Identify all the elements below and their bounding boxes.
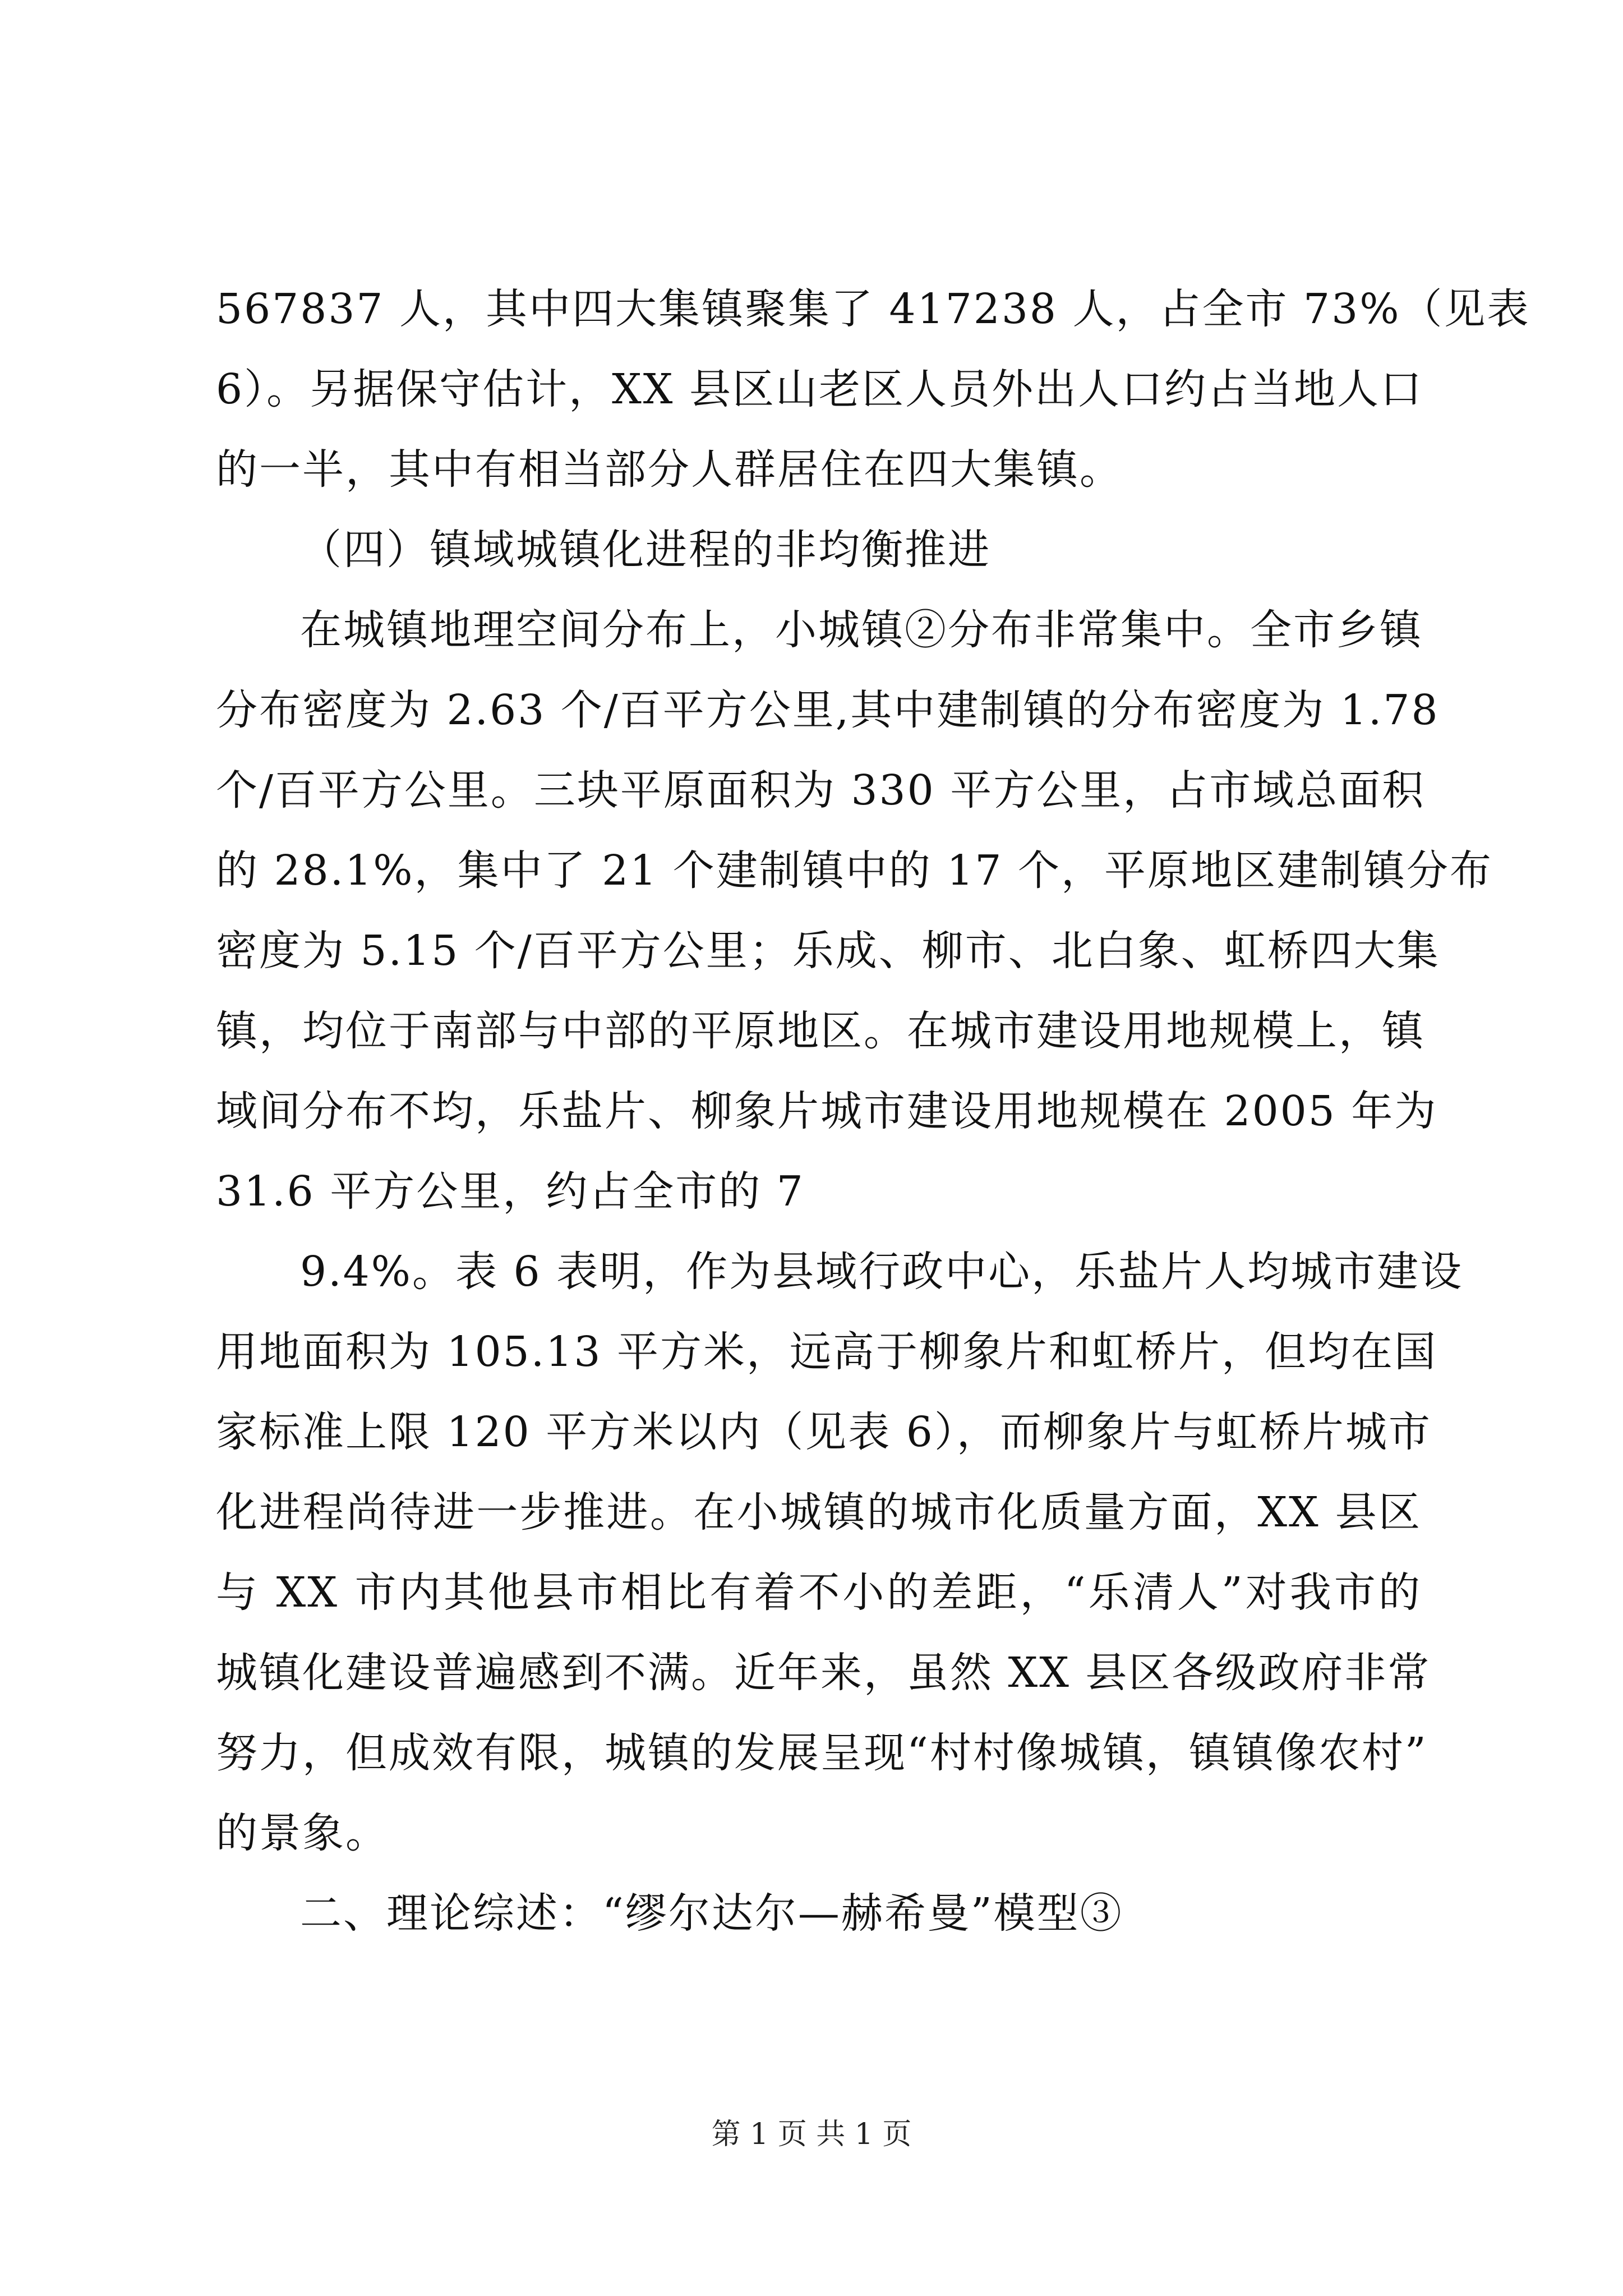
text-line: 的 28.1%，集中了 21 个建制镇中的 17 个，平原地区建制镇分布 — [216, 846, 1493, 895]
text-line: 的景象。 — [216, 1809, 389, 1857]
text-line: 与 XX 市内其他县市相比有着不小的差距，“乐清人”对我市的 — [216, 1568, 1422, 1617]
text-line: 用地面积为 105.13 平方米，远高于柳象片和虹桥片，但均在国 — [216, 1328, 1437, 1376]
page-footer: 第 1 页 共 1 页 — [711, 2118, 912, 2151]
text-line: 城镇化建设普遍感到不满。近年来，虽然 XX 县区各级政府非常 — [216, 1649, 1431, 1697]
text-line: 个/百平方公里。三块平原面积为 330 平方公里，占市域总面积 — [216, 766, 1426, 815]
text-line: 努力，但成效有限，城镇的发展呈现“村村像城镇，镇镇像农村” — [216, 1729, 1428, 1777]
text-line: 31.6 平方公里，约占全市的 7 — [216, 1167, 805, 1216]
text-line: 域间分布不均，乐盐片、柳象片城市建设用地规模在 2005 年为 — [216, 1087, 1438, 1135]
text-line: 密度为 5.15 个/百平方公里；乐成、柳市、北白象、虹桥四大集 — [216, 927, 1440, 975]
text-line: 的一半，其中有相当部分人群居住在四大集镇。 — [216, 445, 1123, 494]
document-body — [216, 269, 1530, 1954]
section-heading: （四）镇域城镇化进程的非均衡推进 — [300, 526, 991, 574]
text-line: 家标准上限 120 平方米以内（见表 6），而柳象片与虹桥片城市 — [216, 1408, 1432, 1456]
text-line: 镇，均位于南部与中部的平原地区。在城市建设用地规模上，镇 — [216, 1007, 1425, 1055]
section-heading: 二、理论综述：“缪尔达尔—赫希曼”模型③ — [300, 1889, 1123, 1938]
text-line: 9.4%。表 6 表明，作为县域行政中心，乐盐片人均城市建设 — [300, 1248, 1464, 1296]
text-line: 567837 人，其中四大集镇聚集了 417238 人，占全市 73%（见表 — [216, 285, 1530, 333]
text-line: 在城镇地理空间分布上，小城镇②分布非常集中。全市乡镇 — [300, 606, 1423, 654]
text-line: 化进程尚待进一步推进。在小城镇的城市化质量方面，XX 县区 — [216, 1488, 1422, 1536]
text-line: 分布密度为 2.63 个/百平方公里,其中建制镇的分布密度为 1.78 — [216, 686, 1440, 734]
text-line: 6）。另据保守估计，XX 县区山老区人员外出人口约占当地人口 — [216, 365, 1423, 413]
